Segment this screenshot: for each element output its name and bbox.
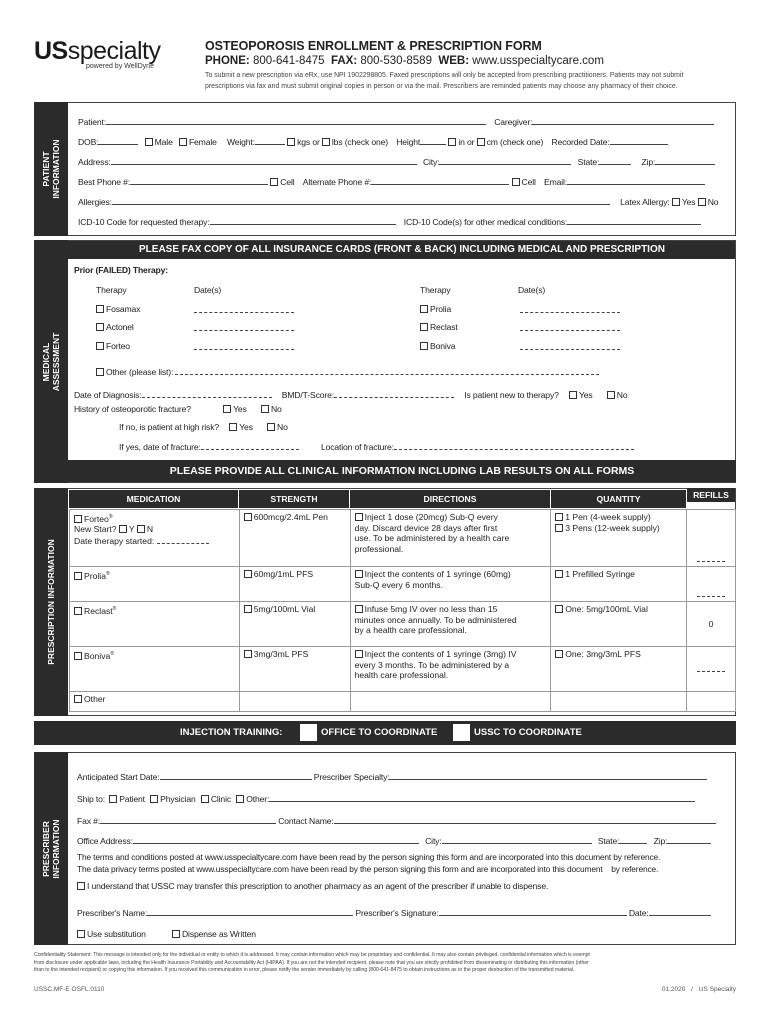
- email-label: Email:: [543, 177, 567, 187]
- insurance-banner: PLEASE FAX COPY OF ALL INSURANCE CARDS (FRONT & BACK) INCLUDING MEDICAL AND PRESCRIPTION: [68, 240, 736, 259]
- prior-therapy-label: Prior (FAILED) Therapy:: [74, 265, 168, 275]
- clinical-banner-post: INFORMATION INCLUDING LAB RESULTS ON ALL FORMS: [338, 465, 635, 477]
- reclast-strength-checkbox[interactable]: [244, 605, 252, 613]
- phone-number: 800-641-8475: [252, 55, 325, 67]
- patient-row-5: [78, 196, 718, 207]
- prescriber-section-label: PRESCRIBER INFORMATION: [41, 818, 61, 879]
- lbs-checkbox[interactable]: [322, 138, 330, 146]
- weight-field[interactable]: [255, 136, 285, 145]
- specialty-field[interactable]: [389, 771, 707, 780]
- prior-other-label: Other (please list):: [106, 367, 174, 377]
- prolia-qty: 1 Prefilled Syringe: [565, 569, 635, 579]
- patient-sidebar: [34, 102, 68, 236]
- prolia-date[interactable]: [520, 304, 620, 315]
- alt-phone-cell-label: Cell: [521, 177, 536, 187]
- table-row: [70, 602, 736, 647]
- header-quantity: QUANTITY: [551, 490, 686, 508]
- reg-mark: ®: [108, 514, 113, 520]
- male-label: Male: [154, 137, 173, 147]
- latex-allergy-label: Latex Allergy:: [620, 197, 670, 207]
- best-phone-cell-checkbox[interactable]: [270, 178, 278, 186]
- prolia-prior-label: Prolia: [430, 304, 452, 314]
- best-phone-field[interactable]: [130, 176, 268, 185]
- reclast-label: Reclast: [84, 605, 113, 616]
- confidentiality-line-1: Confidentiality Statement: This message is intended only for the individual or entity to which it is addressed. It may contain information which may be proprietary and confidential. It may also contain privileged, confidential information which is exempt: [34, 952, 590, 958]
- zip-field[interactable]: [655, 156, 715, 165]
- prescriber-city-label: City:: [425, 836, 442, 846]
- other-refills-cell[interactable]: [687, 692, 736, 712]
- new-start-n-label: N: [146, 524, 154, 535]
- prolia-strength: 60mg/1mL PFS: [253, 569, 314, 579]
- new-therapy-no-checkbox[interactable]: [607, 391, 615, 399]
- prolia-dir-1: Inject the contents of 1 syringe (60mg): [364, 569, 511, 579]
- fracture-date-field[interactable]: [201, 441, 299, 450]
- latex-no-checkbox[interactable]: [698, 198, 706, 206]
- header-note-1: To submit a new prescription via eRx, use NPI 1902298805. Faxed prescriptions will only be accepted from prescribing practitioners. Patients may not submit: [205, 72, 684, 79]
- contact-line: [205, 55, 604, 67]
- prescriber-row-4: [77, 835, 711, 846]
- state-field[interactable]: [599, 156, 631, 165]
- boniva-qty: One: 3mg/3mL PFS: [565, 649, 641, 659]
- prolia-label: Prolia: [84, 570, 106, 581]
- prior-prolia: [420, 304, 451, 314]
- reclast-qty-checkbox[interactable]: [555, 605, 563, 613]
- icd-requested-field[interactable]: [210, 216, 396, 225]
- footer-date: 01.2020: [661, 986, 686, 993]
- start-date-label: Anticipated Start Date:: [77, 772, 160, 782]
- logo-specialty: specialty: [67, 37, 161, 65]
- fosamax-label: Fosamax: [106, 304, 141, 314]
- reg-mark: ®: [112, 606, 117, 612]
- diagnosis-row: [74, 389, 627, 400]
- forteo-prior-checkbox[interactable]: [96, 342, 104, 350]
- latex-no-label: No: [707, 197, 719, 207]
- header-medication: MEDICATION: [69, 490, 238, 508]
- prolia-quantity-cell: [551, 567, 687, 602]
- other-medication-cell: [70, 692, 240, 712]
- form-title: OSTEOPOROSIS ENROLLMENT & PRESCRIPTION FORM: [205, 39, 542, 53]
- ship-to-label: Ship to:: [77, 794, 105, 804]
- forteo-qty-2: 3 Pens (12-week supply): [565, 522, 660, 533]
- forteo-date[interactable]: [194, 341, 294, 352]
- prior-other: [96, 366, 599, 377]
- patient-name-field[interactable]: [106, 116, 486, 125]
- logo: [34, 38, 161, 70]
- reclast-refills-cell[interactable]: 0: [687, 602, 736, 647]
- allergies-field[interactable]: [112, 196, 610, 205]
- understand-row: [77, 881, 548, 891]
- new-therapy-yes-label: Yes: [578, 390, 593, 400]
- logo-us: US: [34, 37, 68, 65]
- boniva-dir-1: Inject the contents of 1 syringe (3mg) IV: [364, 649, 517, 659]
- date-started-label: Date therapy started:: [74, 535, 155, 546]
- footer-right: [662, 986, 736, 993]
- header-note-2: prescriptions via fax and must submit original copies in person or via the mail. Prescribers are reminded patients may choose any pharmacy of their choice.: [205, 83, 678, 90]
- logo-powered-by: powered by WellDyne: [86, 63, 154, 70]
- patient-row-1: [78, 116, 714, 127]
- high-risk-row: [119, 422, 288, 432]
- ship-physician-label: Physician: [160, 794, 196, 804]
- icd-other-field[interactable]: [567, 216, 701, 225]
- forteo-strength-checkbox[interactable]: [244, 513, 252, 521]
- cm-label: cm (check one): [486, 137, 544, 147]
- header-refills: REFILLS: [687, 488, 735, 502]
- icd-other-label: ICD-10 Code(s) for other medical conditions:: [403, 217, 568, 227]
- lbs-label: lbs (check one): [331, 137, 388, 147]
- kgs-label: kgs or: [297, 137, 320, 147]
- reclast-checkbox[interactable]: [74, 607, 82, 615]
- cm-checkbox[interactable]: [477, 138, 485, 146]
- caregiver-label: Caregiver:: [494, 117, 533, 127]
- male-checkbox[interactable]: [145, 138, 153, 146]
- history-yes-label: Yes: [233, 404, 247, 414]
- email-field[interactable]: [567, 176, 705, 185]
- city-label: City:: [422, 157, 440, 167]
- ship-patient-checkbox[interactable]: [109, 795, 117, 803]
- high-risk-yes-label: Yes: [239, 422, 253, 432]
- medical-section-label: MEDICAL ASSESSMENT: [41, 332, 61, 391]
- prior-fosamax: [96, 304, 140, 314]
- boniva-prior-checkbox[interactable]: [420, 342, 428, 350]
- other-quantity-cell[interactable]: [551, 692, 687, 712]
- city-field[interactable]: [439, 156, 571, 165]
- other-strength-cell[interactable]: [239, 692, 350, 712]
- history-no-label: No: [270, 404, 282, 414]
- history-no-checkbox[interactable]: [261, 405, 269, 413]
- contact-name-label: Contact Name:: [278, 816, 334, 826]
- ship-other-label: Other:: [246, 794, 270, 804]
- patient-name-label: Patient:: [78, 117, 106, 127]
- state-label: State:: [577, 157, 600, 167]
- height-field[interactable]: [420, 136, 446, 145]
- dates-col-header-right: Date(s): [518, 285, 546, 295]
- forteo-dir-4: professional.: [354, 543, 404, 554]
- forteo-prior-label: Forteo: [106, 341, 130, 351]
- prescriber-row-1: [77, 771, 707, 782]
- in-label: in or: [458, 137, 475, 147]
- office-address-field[interactable]: [133, 835, 419, 844]
- new-start-label: New Start?: [74, 524, 117, 535]
- office-coordinate-checkbox[interactable]: [300, 724, 317, 741]
- prescriber-name-label: Prescriber's Name:: [77, 908, 148, 918]
- header-directions: DIRECTIONS: [350, 490, 550, 508]
- table-row: [70, 510, 736, 567]
- fracture-date-label: If yes, date of fracture:: [119, 442, 201, 452]
- in-checkbox[interactable]: [448, 138, 456, 146]
- patient-section-label: PATIENT INFORMATION: [41, 139, 61, 199]
- reclast-strength-cell: [239, 602, 350, 647]
- boniva-checkbox[interactable]: [74, 652, 82, 660]
- confidentiality-line-3: than to the intended recipient) or copying this information. If you received this communication in error, please notify the sender immediately by calling (800-641-8475 to obtain instructions as to the proper destruction of the transmitted material.: [34, 967, 575, 973]
- substitution-row: [77, 929, 256, 939]
- boniva-directions-cell: [350, 647, 551, 692]
- alt-phone-cell-checkbox[interactable]: [512, 178, 520, 186]
- forteo-directions-cell: [350, 510, 551, 567]
- boniva-dir-3: health care professional.: [354, 670, 449, 680]
- other-directions-cell[interactable]: [350, 692, 551, 712]
- dates-col-header-left: Date(s): [194, 285, 222, 295]
- ship-other-checkbox[interactable]: [236, 795, 244, 803]
- prescriber-signature-field[interactable]: [439, 907, 627, 916]
- understand-checkbox[interactable]: [77, 882, 85, 890]
- reclast-date[interactable]: [520, 322, 620, 333]
- prescription-section-label: PRESCRIPTION INFORMATION: [46, 539, 56, 665]
- table-row: [70, 647, 736, 692]
- forteo-medication-cell: [70, 510, 240, 567]
- prescriber-name-field[interactable]: [147, 907, 353, 916]
- reclast-dir-2: minutes once annually. To be administered: [354, 614, 517, 625]
- prolia-prior-checkbox[interactable]: [420, 305, 428, 313]
- reclast-prior-checkbox[interactable]: [420, 323, 428, 331]
- recorded-date-label: Recorded Date:: [551, 137, 610, 147]
- diagnosis-field[interactable]: [142, 389, 272, 398]
- reclast-directions-checkbox[interactable]: [355, 605, 363, 613]
- reclast-directions-cell: [350, 602, 551, 647]
- prescriber-date-field[interactable]: [649, 907, 711, 916]
- new-therapy-label: Is patient new to therapy?: [464, 390, 559, 400]
- ship-other-field[interactable]: [269, 793, 695, 802]
- ship-clinic-label: Clinic: [210, 794, 231, 804]
- history-yes-checkbox[interactable]: [223, 405, 231, 413]
- reclast-strength: 5mg/100mL Vial: [253, 604, 316, 614]
- boniva-directions-checkbox[interactable]: [355, 650, 363, 658]
- icd-requested-label: ICD-10 Code for requested therapy:: [78, 217, 210, 227]
- high-risk-no-label: No: [277, 422, 288, 432]
- prior-actonel: [96, 322, 134, 332]
- prior-other-field[interactable]: [175, 366, 599, 375]
- prescription-sidebar: [34, 488, 68, 716]
- forteo-qty-1: 1 Pen (4-week supply): [565, 512, 651, 522]
- table-row: [70, 567, 736, 602]
- substitution-label: Use substitution: [87, 929, 146, 939]
- forteo-dir-1: Inject 1 dose (20mcg) Sub-Q every: [364, 512, 498, 522]
- reclast-medication-cell: [70, 602, 240, 647]
- boniva-date[interactable]: [520, 341, 620, 352]
- reclast-prior-label: Reclast: [430, 322, 458, 332]
- prescriber-date-label: Date:: [628, 908, 649, 918]
- start-date-field[interactable]: [160, 771, 312, 780]
- high-risk-label: If no, is patient at high risk?: [119, 422, 219, 432]
- new-start-y-checkbox[interactable]: [119, 525, 127, 533]
- prescriber-sidebar: [34, 752, 68, 945]
- latex-yes-label: Yes: [681, 197, 696, 207]
- substitution-checkbox[interactable]: [77, 930, 85, 938]
- history-label: History of osteoporotic fracture?: [74, 404, 191, 414]
- height-label: Height: [396, 137, 421, 147]
- forteo-dir-2: day. Discard device 28 days after first: [354, 522, 498, 533]
- other-med-label: Other: [84, 694, 106, 704]
- fax-label: FAX:: [330, 55, 358, 67]
- fosamax-date[interactable]: [194, 304, 294, 315]
- patient-row-6: [78, 216, 701, 227]
- bmd-field[interactable]: [334, 389, 454, 398]
- prescriber-signature-label: Prescriber's Signature:: [355, 908, 439, 918]
- forteo-strength-cell: [239, 510, 350, 567]
- address-field[interactable]: [111, 156, 417, 165]
- web-url[interactable]: www.usspecialtycare.com: [472, 55, 604, 67]
- phone-label: PHONE:: [205, 55, 250, 67]
- best-phone-cell-label: Cell: [280, 177, 295, 187]
- best-phone-label: Best Phone #:: [78, 177, 131, 187]
- prescriber-state-label: State:: [597, 836, 620, 846]
- forteo-refills-cell[interactable]: [687, 510, 736, 567]
- boniva-strength-checkbox[interactable]: [244, 650, 252, 658]
- therapy-col-header-left: Therapy: [96, 285, 127, 295]
- latex-yes-checkbox[interactable]: [672, 198, 680, 206]
- dispense-label: Dispense as Written: [182, 929, 256, 939]
- prior-forteo: [96, 341, 130, 351]
- prolia-directions-checkbox[interactable]: [355, 570, 363, 578]
- fracture-location-field[interactable]: [394, 441, 634, 450]
- prior-other-checkbox[interactable]: [96, 368, 104, 376]
- prolia-strength-cell: [239, 567, 350, 602]
- prolia-medication-cell: [70, 567, 240, 602]
- forteo-quantity-cell: [551, 510, 687, 567]
- reclast-dir-3: by a health care professional.: [354, 625, 467, 635]
- reclast-qty: One: 5mg/100mL Vial: [565, 604, 648, 614]
- boniva-strength: 3mg/3mL PFS: [253, 649, 309, 659]
- prescriber-fax-label: Fax #:: [77, 816, 100, 826]
- confidentiality-statement: [34, 952, 736, 975]
- patient-row-4: [78, 176, 705, 187]
- forteo-dir-3: use. To be administered by a health care: [354, 533, 510, 543]
- high-risk-no-checkbox[interactable]: [267, 423, 275, 431]
- forteo-strength: 600mcg/2.4mL Pen: [253, 512, 328, 522]
- prolia-checkbox[interactable]: [74, 572, 82, 580]
- prior-reclast: [420, 322, 458, 332]
- prolia-directions-cell: [350, 567, 551, 602]
- prior-boniva: [420, 341, 455, 351]
- prolia-refills-cell[interactable]: [687, 567, 736, 602]
- diagnosis-label: Date of Diagnosis:: [74, 390, 142, 400]
- ship-clinic-checkbox[interactable]: [201, 795, 209, 803]
- injection-training-bar: [34, 721, 736, 745]
- fracture-location-label: Location of fracture:: [321, 442, 394, 452]
- ussc-coordinate-label: USSC TO COORDINATE: [474, 727, 582, 738]
- boniva-medication-cell: [70, 647, 240, 692]
- ussc-coordinate-checkbox[interactable]: [453, 724, 470, 741]
- office-coordinate-label: OFFICE TO COORDINATE: [321, 727, 438, 738]
- other-med-checkbox[interactable]: [74, 695, 82, 703]
- prescriber-row-sign: [77, 907, 711, 918]
- address-label: Address:: [78, 157, 111, 167]
- injection-training-label: INJECTION TRAINING:: [180, 727, 283, 738]
- caregiver-field[interactable]: [532, 116, 714, 125]
- boniva-strength-cell: [239, 647, 350, 692]
- fax-number: 800-530-8589: [360, 55, 432, 67]
- recorded-date-field[interactable]: [610, 136, 668, 145]
- web-label: WEB:: [438, 55, 470, 67]
- clinical-banner: [68, 460, 736, 482]
- forteo-qty1-checkbox[interactable]: [555, 513, 563, 521]
- medical-sidebar: [34, 240, 68, 483]
- prescriber-zip-label: Zip:: [653, 836, 668, 846]
- new-therapy-no-label: No: [616, 390, 628, 400]
- confidentiality-line-2: from disclosure under applicable laws, including the Health Insurance Portability and Accountability Act (HIPAA). If you are not the intended recipient, please note that you are strictly prohibited from disseminating or distributing this information (other: [34, 959, 589, 966]
- ship-patient-label: Patient: [119, 794, 145, 804]
- weight-label: Weight:: [226, 137, 255, 147]
- prescriber-zip-field[interactable]: [667, 835, 711, 844]
- forteo-directions-checkbox[interactable]: [355, 513, 363, 521]
- header-strength: STRENGTH: [239, 490, 349, 508]
- prescriber-city-field[interactable]: [442, 835, 592, 844]
- alt-phone-label: Alternate Phone #:: [302, 177, 372, 187]
- form-code: USSC.MF-E OSFL.0110: [34, 986, 105, 993]
- prolia-strength-checkbox[interactable]: [244, 570, 252, 578]
- boniva-label: Boniva: [84, 650, 111, 661]
- prescriber-state-field[interactable]: [619, 835, 647, 844]
- office-address-label: Office Address:: [77, 836, 133, 846]
- reg-mark: ®: [105, 571, 110, 577]
- allergies-label: Allergies:: [78, 197, 112, 207]
- boniva-qty-checkbox[interactable]: [555, 650, 563, 658]
- specialty-label: Prescriber Specialty:: [313, 772, 390, 782]
- understand-label: I understand that USSC may transfer this prescription to another pharmacy as an agent of the prescriber if unable to dispense.: [87, 881, 549, 891]
- boniva-refills-cell[interactable]: [687, 647, 736, 692]
- female-label: Female: [188, 137, 217, 147]
- prescription-table: [69, 509, 736, 712]
- contact-name-field[interactable]: [334, 815, 716, 824]
- actonel-date[interactable]: [194, 322, 294, 333]
- prescriber-fax-field[interactable]: [100, 815, 276, 824]
- prescriber-row-2: [77, 793, 695, 804]
- reclast-quantity-cell: [551, 602, 687, 647]
- footer-separator: /: [691, 986, 693, 993]
- forteo-checkbox[interactable]: [74, 515, 82, 523]
- boniva-prior-label: Boniva: [430, 341, 456, 351]
- clinical-banner-bold: CLINICAL: [287, 465, 339, 477]
- dispense-checkbox[interactable]: [172, 930, 180, 938]
- new-start-y-label: Y: [128, 524, 135, 535]
- fracture-row: [119, 441, 634, 452]
- footer-company: US Specialty: [698, 986, 736, 993]
- alt-phone-field[interactable]: [371, 176, 509, 185]
- actonel-checkbox[interactable]: [96, 323, 104, 331]
- female-checkbox[interactable]: [179, 138, 187, 146]
- prolia-qty-checkbox[interactable]: [555, 570, 563, 578]
- ship-physician-checkbox[interactable]: [150, 795, 158, 803]
- terms-line-2: The data privacy terms posted at www.usspecialtycare.com have been read by the person signing this form and are incorporated into this document by reference.: [77, 864, 659, 874]
- boniva-quantity-cell: [551, 647, 687, 692]
- prolia-dir-2: Sub-Q every 6 months.: [354, 579, 443, 590]
- forteo-qty2-checkbox[interactable]: [555, 524, 563, 532]
- boniva-dir-2: every 3 months. To be administered by a: [354, 659, 510, 670]
- new-start-n-checkbox[interactable]: [137, 525, 145, 533]
- date-started-field[interactable]: [157, 535, 209, 544]
- zip-label: Zip:: [641, 157, 656, 167]
- table-row: [70, 692, 736, 712]
- fosamax-checkbox[interactable]: [96, 305, 104, 313]
- actonel-label: Actonel: [106, 322, 134, 332]
- reg-mark: ®: [110, 651, 114, 657]
- forteo-label: Forteo: [84, 513, 109, 524]
- therapy-col-header-right: Therapy: [420, 285, 451, 295]
- patient-row-3: [78, 156, 715, 167]
- high-risk-yes-checkbox[interactable]: [229, 423, 237, 431]
- clinical-banner-pre: PLEASE PROVIDE ALL: [169, 465, 288, 477]
- patient-row-2: [78, 136, 668, 147]
- history-row: [74, 404, 282, 414]
- dob-label: DOB:: [78, 137, 99, 147]
- new-therapy-yes-checkbox[interactable]: [569, 391, 577, 399]
- kgs-checkbox[interactable]: [287, 138, 295, 146]
- dob-field[interactable]: [98, 136, 138, 145]
- bmd-label: BMD/T-Score:: [281, 390, 334, 400]
- reclast-dir-1: Infuse 5mg IV over no less than 15: [364, 604, 498, 614]
- terms-line-1: The terms and conditions posted at www.usspecialtycare.com have been read by the person signing this form and are incorporated into this document by reference.: [77, 852, 661, 862]
- prescriber-row-3: [77, 815, 716, 826]
